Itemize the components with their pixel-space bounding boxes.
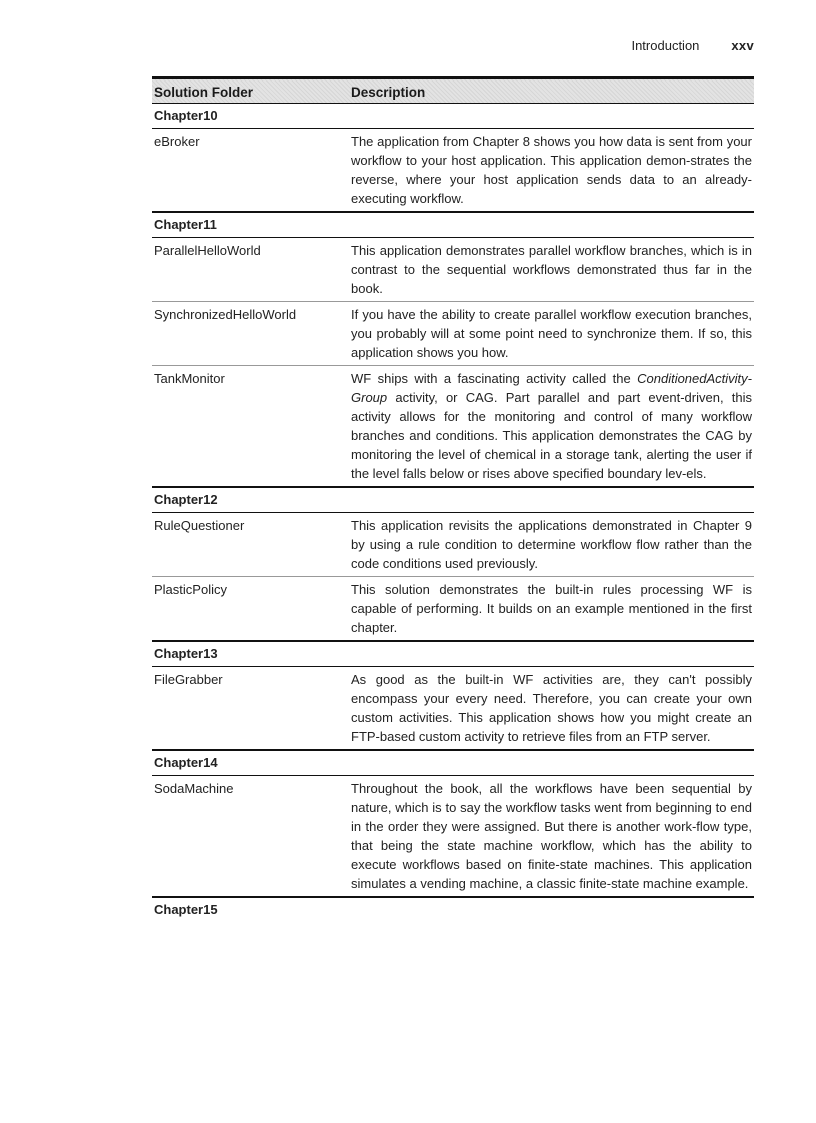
table-row — [152, 129, 754, 213]
chapter-row — [152, 104, 754, 129]
chapter-row — [152, 487, 754, 513]
solution-folder-cell: FileGrabber — [152, 667, 351, 751]
table-row — [152, 366, 754, 488]
description-cell: This application revisits the applications demonstrated in Chapter 9 by using a rule condition to determine workflow flow rather than the code conditions used previously. — [351, 513, 754, 577]
table-body — [152, 104, 754, 923]
table-row — [152, 667, 754, 751]
column-header-solution-folder: Solution Folder — [154, 85, 253, 100]
description-term-italic: ConditionedActivity-Group — [351, 371, 752, 405]
chapter-row — [152, 897, 754, 922]
table-header — [152, 78, 754, 104]
column-header-description: Description — [351, 85, 426, 100]
solution-folder-cell: PlasticPolicy — [152, 577, 351, 642]
description-cell: If you have the ability to create parallel workflow execution branches, you probably will at some point need to synchronize them. If so, this application shows you how. — [351, 302, 754, 366]
chapter-row — [152, 750, 754, 776]
description-cell: As good as the built-in WF activities are, they can't possibly encompass your every need. Therefore, you can create your own custom activities. This application shows how you might create an FTP-based custom activity to retrieve files from an FTP server. — [351, 667, 754, 751]
table-row — [152, 302, 754, 366]
solution-table — [152, 76, 754, 922]
table-row — [152, 776, 754, 898]
description-cell — [351, 366, 754, 488]
solution-folder-cell: SynchronizedHelloWorld — [152, 302, 351, 366]
table-row — [152, 577, 754, 642]
chapter-row-empty-cell — [351, 487, 754, 513]
solution-folder-cell: TankMonitor — [152, 366, 351, 488]
table-row — [152, 238, 754, 302]
description-text-pre: WF ships with a fascinating activity called the — [351, 371, 638, 386]
solution-table-wrapper — [152, 76, 754, 922]
chapter-row — [152, 212, 754, 238]
chapter-row — [152, 641, 754, 667]
table-row — [152, 513, 754, 577]
chapter-label: Chapter13 — [152, 641, 351, 667]
description-text-post: activity, or CAG. Part parallel and part event-driven, this activity allows for the monitoring and control of many workflow branches and conditions. This application demonstrates the CAG by monitoring the level of chemical in a storage tank, alerting the user if the level falls below or rises above specified boundary lev-els. — [351, 390, 752, 481]
description-cell: Throughout the book, all the workflows have been sequential by nature, which is to say the workflow tasks went from beginning to end in the order they were assigned. But there is another work-flow type, that being the state machine workflow, which has the ability to execute workflows based on finite-state machines. This application simulates a vending machine, a classic finite-state machine example. — [351, 776, 754, 898]
description-cell: This application demonstrates parallel workflow branches, which is in contrast to the sequential workflows demonstrated thus far in the book. — [351, 238, 754, 302]
table-header-row — [152, 78, 754, 104]
chapter-row-empty-cell — [351, 641, 754, 667]
description-cell: This solution demonstrates the built-in rules processing WF is capable of performing. It builds on an example mentioned in the first chapter. — [351, 577, 754, 642]
description-cell: The application from Chapter 8 shows you how data is sent from your workflow to your host application. This application demon-strates the reverse, where your host application sends data to an already-executing workflow. — [351, 129, 754, 213]
chapter-label: Chapter12 — [152, 487, 351, 513]
solution-folder-cell: eBroker — [152, 129, 351, 213]
chapter-label: Chapter11 — [152, 212, 351, 238]
chapter-row-empty-cell — [351, 897, 754, 922]
chapter-label: Chapter14 — [152, 750, 351, 776]
running-header — [631, 38, 754, 53]
chapter-row-empty-cell — [351, 212, 754, 238]
chapter-row-empty-cell — [351, 104, 754, 129]
solution-folder-cell: RuleQuestioner — [152, 513, 351, 577]
section-title: Introduction — [631, 38, 700, 53]
solution-folder-cell: ParallelHelloWorld — [152, 238, 351, 302]
chapter-label: Chapter10 — [152, 104, 351, 129]
chapter-row-empty-cell — [351, 750, 754, 776]
solution-folder-cell: SodaMachine — [152, 776, 351, 898]
chapter-label: Chapter15 — [154, 902, 218, 917]
page-number: xxv — [731, 38, 754, 53]
